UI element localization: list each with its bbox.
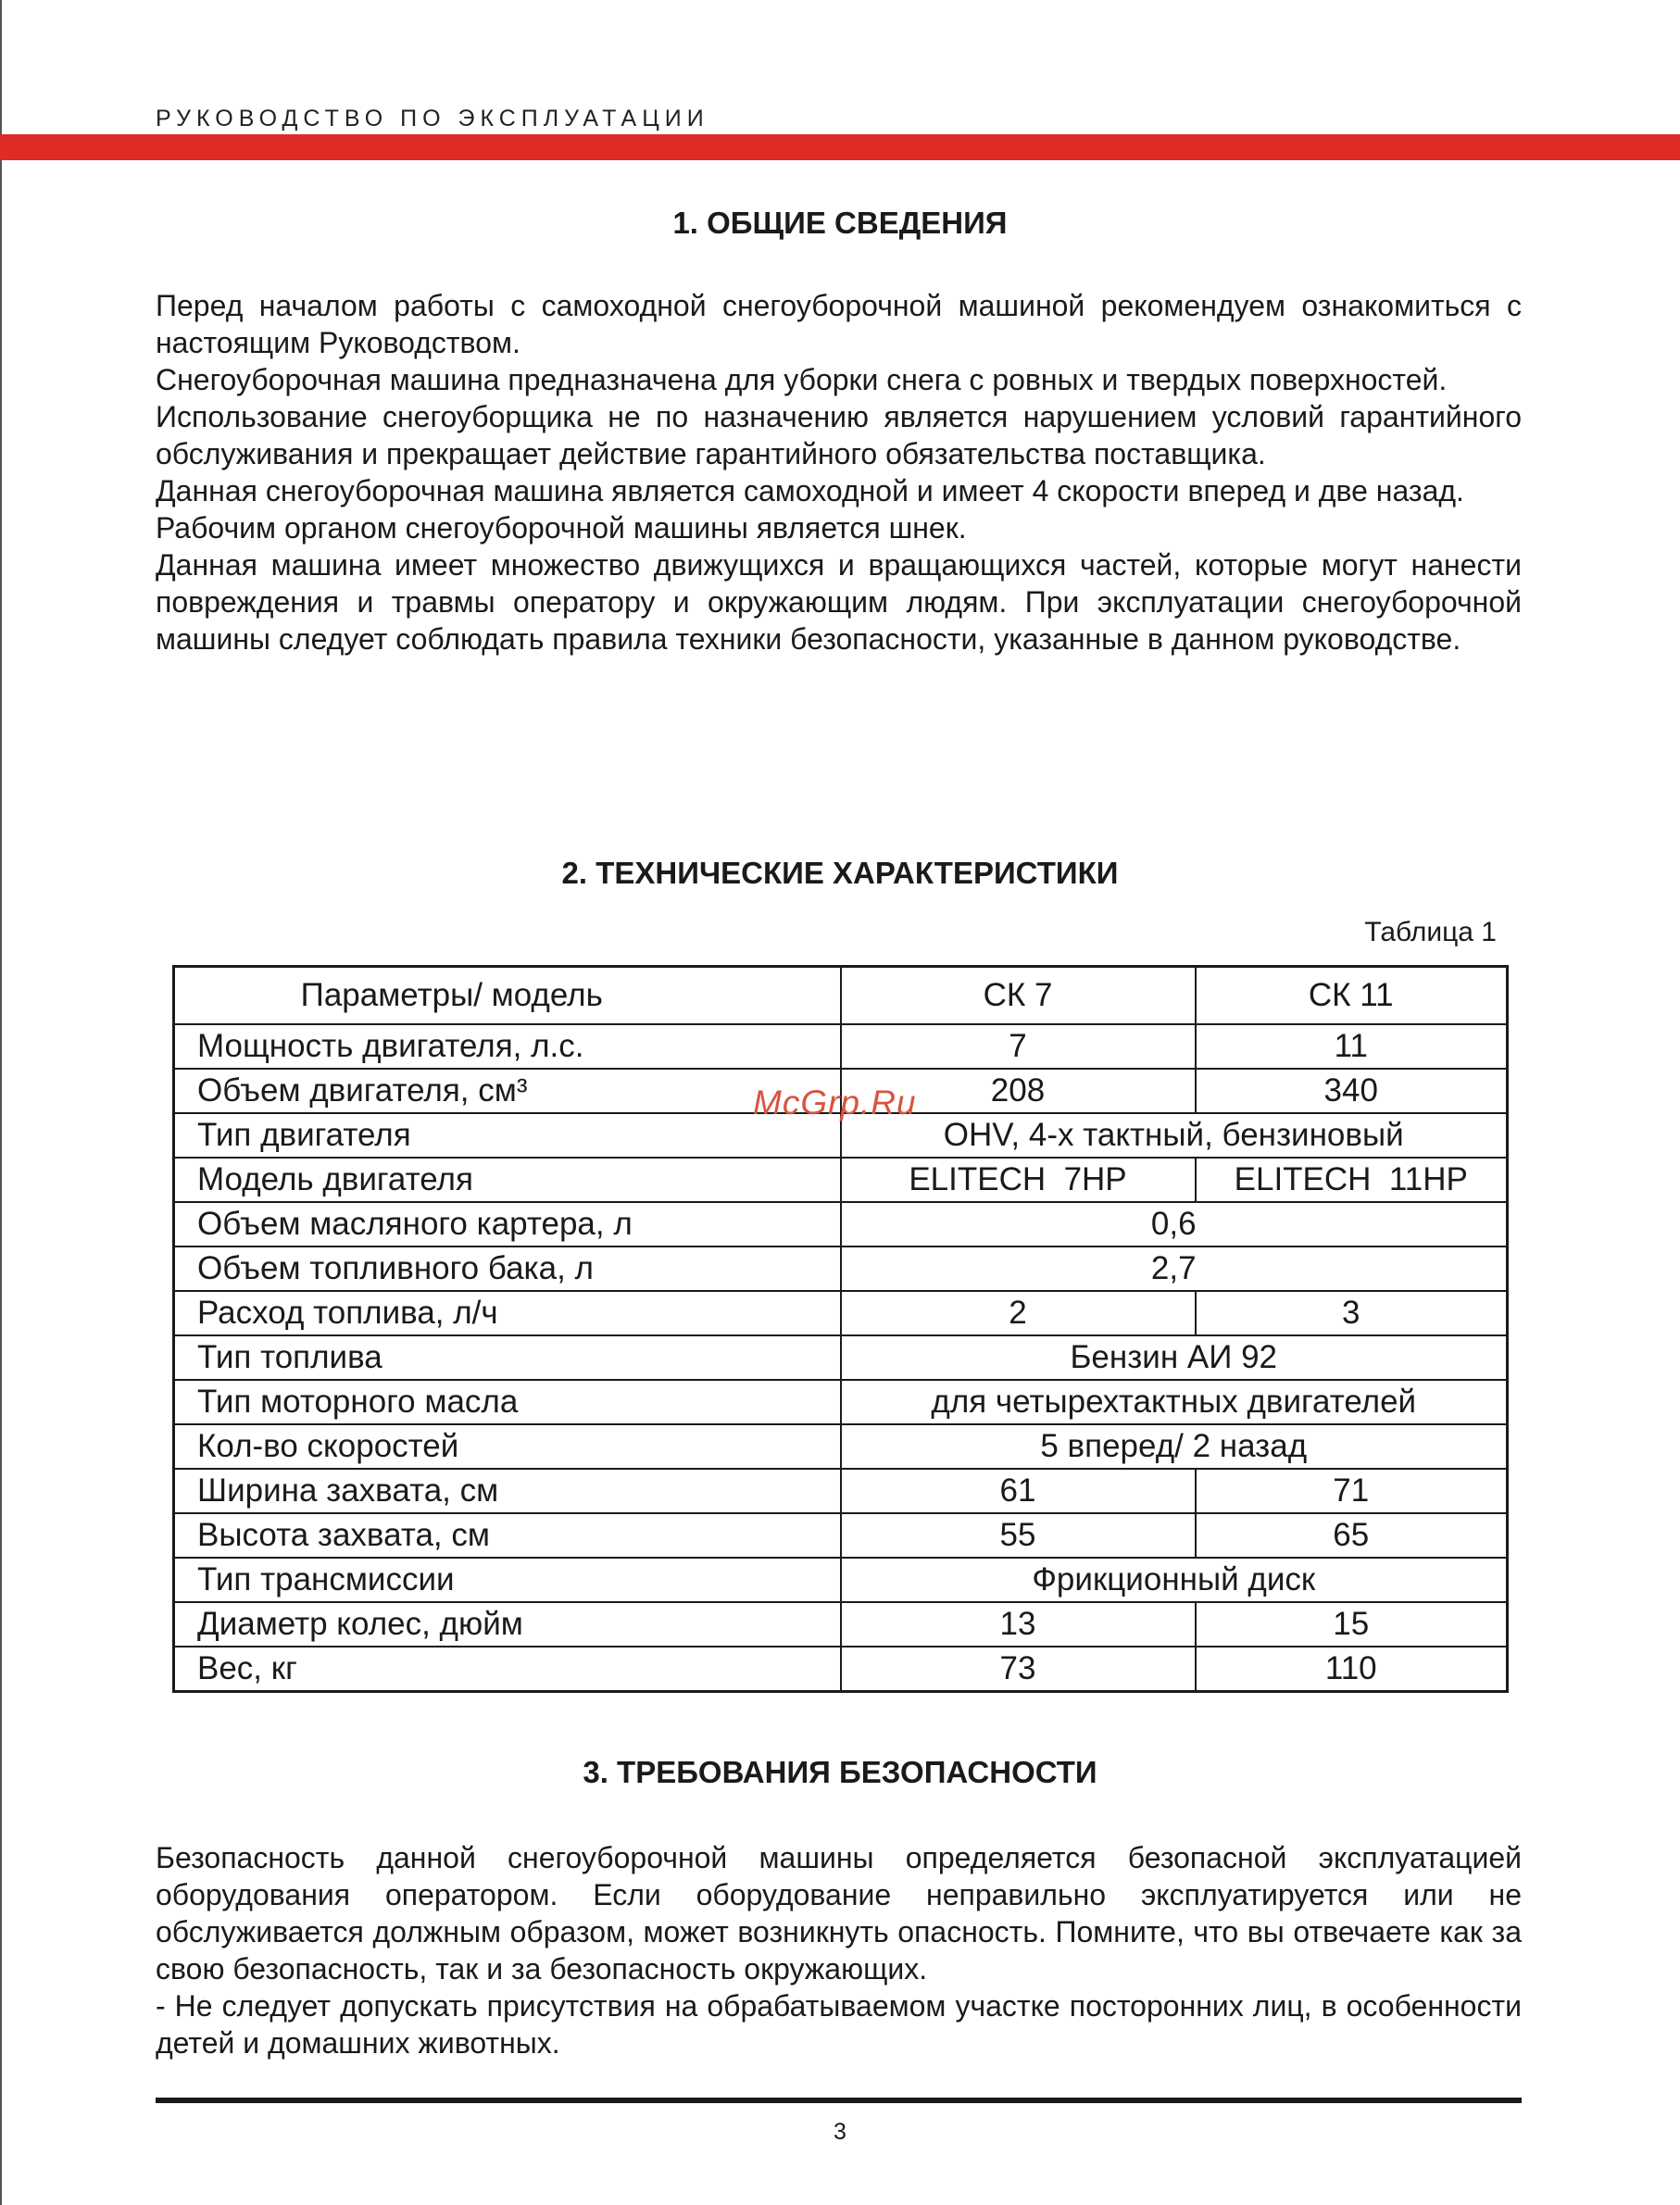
row-param: Модель двигателя (174, 1158, 841, 1202)
table-row (174, 1024, 1508, 1069)
row-value-ck7: 7 (841, 1024, 1196, 1069)
row-value-shared: Бензин АИ 92 (841, 1335, 1508, 1380)
table-row (174, 1202, 1508, 1247)
paragraph: Данная снегоуборочная машина является самоходной и имеет 4 скорости вперед и две назад. (156, 474, 1464, 507)
specs-table (172, 965, 1509, 1693)
header-red-band (0, 134, 1680, 160)
row-param: Вес, кг (174, 1647, 841, 1692)
table-caption: Таблица 1 (1364, 917, 1497, 947)
table-row (174, 1469, 1508, 1513)
row-value-shared: для четырехтактных двигателей (841, 1380, 1508, 1424)
row-param: Тип топлива (174, 1335, 841, 1380)
table-row (174, 1558, 1508, 1602)
row-param: Объем двигателя, см³ (174, 1069, 841, 1113)
row-param: Тип моторного масла (174, 1380, 841, 1424)
header-param: Параметры/ модель (174, 967, 841, 1025)
row-param: Диаметр колес, дюйм (174, 1602, 841, 1647)
row-value-shared: Фрикционный диск (841, 1558, 1508, 1602)
running-header: РУКОВОДСТВО ПО ЭКСПЛУАТАЦИИ (156, 106, 709, 132)
general-info-text (156, 287, 1522, 658)
row-param: Объем масляного картера, л (174, 1202, 841, 1247)
row-value-ck11: 15 (1196, 1602, 1508, 1647)
row-value-ck7: 208 (841, 1069, 1196, 1113)
safety-text (156, 1839, 1522, 2061)
section-heading-safety: 3. ТРЕБОВАНИЯ БЕЗОПАСНОСТИ (583, 1755, 1097, 1789)
left-margin-rule (0, 0, 2, 2205)
row-value-ck7: 73 (841, 1647, 1196, 1692)
row-value-ck11: ELITECH 11HP (1196, 1158, 1508, 1202)
header-model-ck11: СК 11 (1196, 967, 1508, 1025)
table-row (174, 1247, 1508, 1291)
row-value-shared: 5 вперед/ 2 назад (841, 1424, 1508, 1469)
row-value-ck11: 3 (1196, 1291, 1508, 1335)
watermark: McGrp.Ru (753, 1084, 917, 1121)
row-value-ck7: 2 (841, 1291, 1196, 1335)
table-row (174, 1513, 1508, 1558)
row-param: Ширина захвата, см (174, 1469, 841, 1513)
table-row (174, 1291, 1508, 1335)
paragraph: Данная машина имеет множество движущихся и вращающихся частей, которые могут нанести повреждения и травмы оператору и окружающим людям. При эксплуатации снегоуборочной машины следует соблюдать правила техники безопасности, указанные в данном руководстве. (156, 548, 1522, 656)
row-value-ck11: 340 (1196, 1069, 1508, 1113)
row-value-ck7: 13 (841, 1602, 1196, 1647)
row-value-shared: 0,6 (841, 1202, 1508, 1247)
header-model-ck7: СК 7 (841, 967, 1196, 1025)
row-param: Кол-во скоростей (174, 1424, 841, 1469)
row-value-shared: 2,7 (841, 1247, 1508, 1291)
row-value-ck11: 65 (1196, 1513, 1508, 1558)
row-param: Тип двигателя (174, 1113, 841, 1158)
row-param: Мощность двигателя, л.с. (174, 1024, 841, 1069)
paragraph: Перед началом работы с самоходной снегоуборочной машиной рекомендуем ознакомиться с настоящим Руководством. (156, 289, 1522, 359)
table-header-row (174, 967, 1508, 1025)
table-row (174, 1335, 1508, 1380)
row-value-ck11: 110 (1196, 1647, 1508, 1692)
page-number: 3 (834, 2119, 846, 2145)
row-param: Расход топлива, л/ч (174, 1291, 841, 1335)
paragraph: - Не следует допускать присутствия на обрабатываемом участке посторонних лиц, в особенности детей и домашних животных. (156, 1989, 1522, 2060)
row-param: Объем топливного бака, л (174, 1247, 841, 1291)
row-value-ck7: 55 (841, 1513, 1196, 1558)
section-heading-specs: 2. ТЕХНИЧЕСКИЕ ХАРАКТЕРИСТИКИ (561, 856, 1119, 890)
row-value-shared: OHV, 4-х тактный, бензиновый (841, 1113, 1508, 1158)
row-value-ck11: 71 (1196, 1469, 1508, 1513)
table-row (174, 1602, 1508, 1647)
row-param: Высота захвата, см (174, 1513, 841, 1558)
table-row (174, 1380, 1508, 1424)
footer-rule (156, 2098, 1522, 2103)
row-value-ck7: 61 (841, 1469, 1196, 1513)
paragraph: Использование снегоуборщика не по назначению является нарушением условий гарантийного обслуживания и прекращает действие гарантийного обязательства поставщика. (156, 400, 1522, 470)
row-value-ck11: 11 (1196, 1024, 1508, 1069)
paragraph: Снегоуборочная машина предназначена для уборки снега с ровных и твердых поверхностей. (156, 363, 1448, 396)
table-row (174, 1647, 1508, 1692)
row-param: Тип трансмиссии (174, 1558, 841, 1602)
table-row (174, 1158, 1508, 1202)
section-heading-general: 1. ОБЩИЕ СВЕДЕНИЯ (672, 206, 1008, 240)
row-value-ck7: ELITECH 7HP (841, 1158, 1196, 1202)
table-row (174, 1424, 1508, 1469)
paragraph: Безопасность данной снегоуборочной машины определяется безопасной эксплуатацией оборудования оператором. Если оборудование неправильно эксплуатируется или не обслуживается должным образом, может возникнуть опасность. Помните, что вы отвечаете как за свою безопасность, так и за безопасность окружающих. (156, 1841, 1522, 1986)
paragraph: Рабочим органом снегоуборочной машины является шнек. (156, 511, 967, 545)
